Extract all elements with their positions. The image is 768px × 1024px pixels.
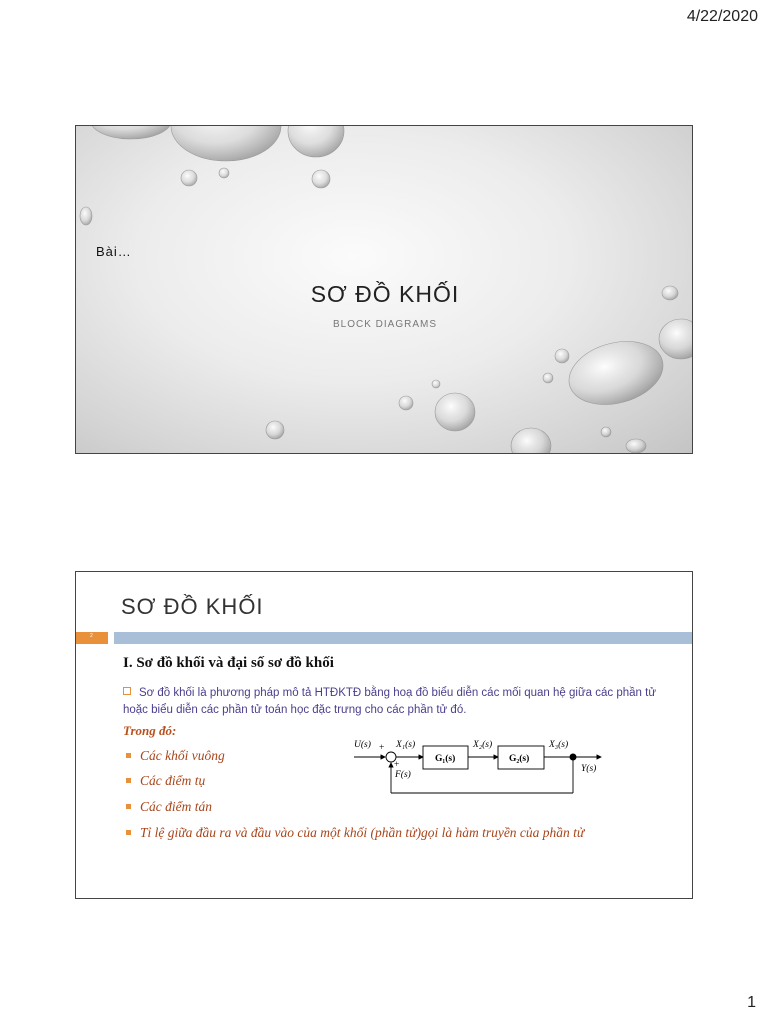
list-item: Các điểm tụ (126, 773, 205, 789)
list-item: Các khối vuông (126, 748, 225, 764)
title-divider-bar (114, 632, 693, 644)
page-number: 1 (747, 994, 756, 1011)
square-bullet-icon (126, 804, 131, 809)
title-slide (75, 125, 693, 454)
square-bullet-icon (126, 778, 131, 783)
section-heading: I. Sơ đồ khối và đại số sơ đồ khối (123, 655, 334, 671)
list-item: Tỉ lệ giữa đầu ra và đầu vào của một khối (phần tử)gọi là hàm truyền của phần tử (126, 825, 584, 841)
definition-text: Sơ đồ khối là phương pháp mô tả HTĐKTĐ bằng hoạ đồ biểu diễn các mối quan hệ giữa các phần tử hoặc biểu diễn các phần tử toán học đặc trưng cho các phần tử đó. (123, 687, 657, 716)
trong-do-label: Trong đó: (123, 723, 177, 738)
plus-top-label: + (379, 743, 385, 753)
content-slide (75, 571, 693, 899)
plus-bottom-label: + (394, 760, 400, 770)
definition-paragraph (123, 685, 668, 719)
g2-label: G₂(s) (509, 754, 530, 764)
list-item: Các điểm tán (126, 799, 212, 815)
slide-title: SƠ ĐỒ KHỐI (310, 281, 460, 307)
square-bullet-icon (126, 753, 131, 758)
date-label: 4/22/2020 (686, 8, 758, 25)
square-bullet-icon (126, 830, 131, 835)
slide-number: 2 (90, 633, 93, 639)
u-label: U(s) (354, 740, 371, 750)
takeoff-point-icon (570, 754, 577, 761)
g1-label: G₁(s) (435, 754, 456, 764)
f-label: F(s) (395, 770, 411, 780)
slide-kicker: Bài… (96, 244, 132, 259)
slide-number-bar (76, 632, 108, 644)
slide-subtitle: BLOCK DIAGRAMS (332, 319, 438, 330)
x1-label: X₁(s) (396, 740, 416, 750)
x3-label: X₃(s) (549, 740, 569, 750)
x2-label: X₂(s) (473, 740, 493, 750)
y-label: Y(s) (581, 764, 597, 774)
slide-title: SƠ ĐỒ KHỐI (121, 594, 264, 619)
block-diagram (351, 730, 611, 800)
hollow-square-bullet-icon (123, 687, 131, 695)
